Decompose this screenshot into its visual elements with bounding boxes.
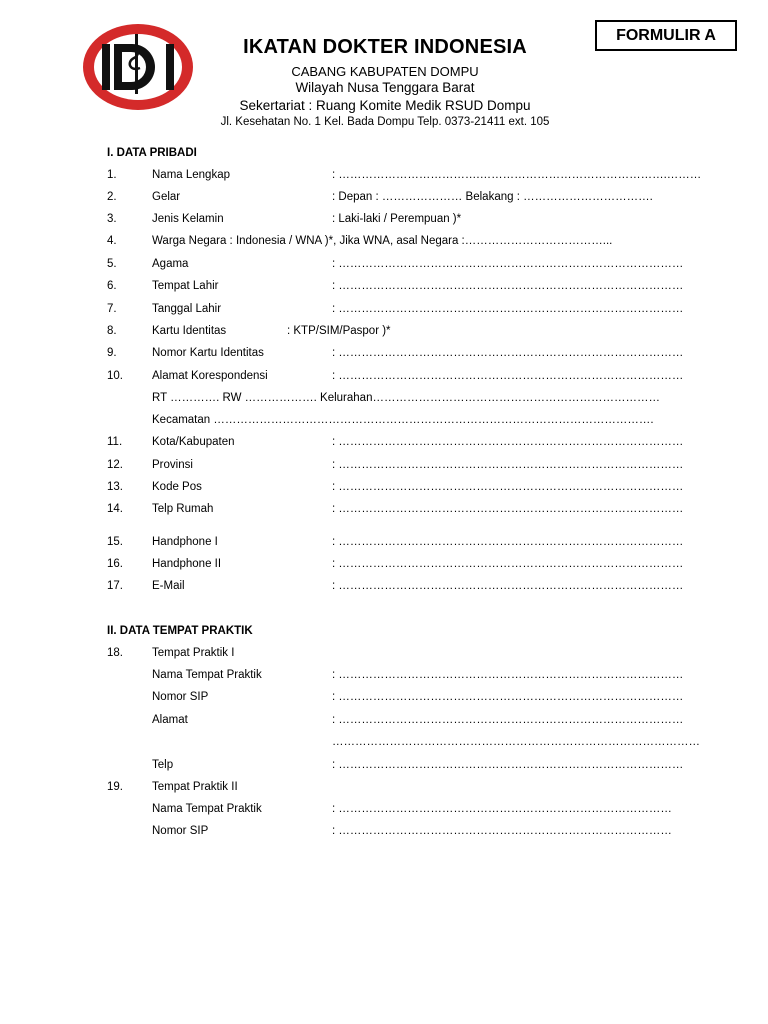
row-label: Nama Lengkap [152, 169, 230, 181]
row-label: Jenis Kelamin [152, 213, 224, 225]
row-number: 10. [107, 370, 123, 382]
row-number: 2. [107, 191, 117, 203]
row-field[interactable]: : ……………………………………………………………………………… [332, 558, 684, 570]
row-label: Telp [152, 759, 174, 771]
row-field[interactable]: : ……………………………………………………………………………… [332, 258, 684, 270]
row-field[interactable]: : ……………………………………………………………………………… [332, 669, 684, 681]
form-row [0, 235, 768, 251]
row-number: 3. [107, 213, 117, 225]
form-row [0, 714, 768, 730]
row-field[interactable]: : ……………………………………………………………………………… [332, 536, 684, 548]
form-row [0, 436, 768, 452]
form-row [0, 736, 768, 752]
form-row [0, 280, 768, 296]
row-field[interactable]: : ……………………………………………………………………………… [332, 691, 684, 703]
row-field[interactable]: : ……………………………………………………………………………… [332, 459, 684, 471]
row-field[interactable]: : ……………………………………………………………………………… [332, 303, 684, 315]
region-name: Wilayah Nusa Tenggara Barat [295, 80, 475, 95]
row-field[interactable]: : ……………………………………………………………………………… [332, 714, 684, 726]
secretariat-line: Sekertariat : Ruang Komite Medik RSUD Dompu [239, 98, 531, 113]
form-row [0, 169, 768, 185]
row-label: Tempat Praktik I [152, 647, 235, 659]
row-label: Kota/Kabupaten [152, 436, 235, 448]
row-label: Kartu Identitas [152, 325, 227, 337]
row-number: 19. [107, 781, 123, 793]
row-field[interactable]: RT …………. RW ………………. Kelurahan………………………………………………………………… [152, 392, 660, 404]
form-row [0, 213, 768, 229]
form-row [0, 558, 768, 574]
row-number: 14. [107, 503, 123, 515]
form-row [0, 481, 768, 497]
row-field[interactable]: : KTP/SIM/Paspor )* [287, 325, 391, 337]
row-number: 7. [107, 303, 117, 315]
row-field[interactable]: : ……………………………………………………………………………… [332, 481, 684, 493]
form-row [0, 580, 768, 596]
form-code-badge: FORMULIR A [595, 20, 737, 51]
row-field[interactable]: : ……………………………………………………………………………… [332, 280, 684, 292]
row-label: Alamat [152, 714, 188, 726]
form-row [0, 414, 768, 430]
row-number: 1. [107, 169, 117, 181]
row-number: 11. [107, 436, 123, 448]
organization-name: IKATAN DOKTER INDONESIA [243, 36, 527, 58]
row-label: Alamat Korespondensi [152, 370, 268, 382]
address-line: Jl. Kesehatan No. 1 Kel. Bada Dompu Telp. 0373-21411 ext. 105 [220, 116, 550, 128]
form-row [0, 803, 768, 819]
form-row [0, 191, 768, 207]
row-number: 12. [107, 459, 123, 471]
section-title-tempat-praktik: II. DATA TEMPAT PRAKTIK [107, 625, 253, 637]
form-row [0, 258, 768, 274]
row-label: Tempat Praktik II [152, 781, 238, 793]
form-row [0, 825, 768, 841]
row-label: Nomor SIP [152, 691, 209, 703]
row-label: Nomor SIP [152, 825, 209, 837]
row-field[interactable]: : ……………………………………………………………………………… [332, 580, 684, 592]
form-row [0, 325, 768, 341]
row-field[interactable]: Warga Negara : Indonesia / WNA )*, Jika WNA, asal Negara :………………………………... [152, 235, 613, 247]
row-label: Nomor Kartu Identitas [152, 347, 264, 359]
row-field[interactable]: : Laki-laki / Perempuan )* [332, 213, 462, 225]
row-number: 8. [107, 325, 117, 337]
row-number: 4. [107, 235, 117, 247]
row-label: Tanggal Lahir [152, 303, 222, 315]
row-field[interactable]: : Depan : ………………… Belakang : ……………………………. [332, 191, 653, 203]
row-label: Nama Tempat Praktik [152, 803, 262, 815]
form-row [0, 669, 768, 685]
row-label: Kode Pos [152, 481, 202, 493]
form-row [0, 370, 768, 386]
row-label: Handphone I [152, 536, 218, 548]
idi-logo [80, 22, 196, 112]
row-field[interactable]: : ……………………………………………………………………………… [332, 436, 684, 448]
row-field[interactable]: : ……………………………………………………………………………… [332, 370, 684, 382]
form-row [0, 536, 768, 552]
row-label: E-Mail [152, 580, 185, 592]
row-number: 6. [107, 280, 117, 292]
form-row [0, 759, 768, 775]
form-row [0, 392, 768, 408]
branch-name: CABANG KABUPATEN DOMPU [291, 64, 479, 79]
form-row [0, 647, 768, 663]
row-field[interactable]: : ……………………………………………………………………………… [332, 347, 684, 359]
row-field[interactable]: : …………………………………………………………………………… [332, 803, 672, 815]
row-number: 17. [107, 580, 123, 592]
form-row [0, 347, 768, 363]
row-label: Telp Rumah [152, 503, 214, 515]
row-number: 18. [107, 647, 123, 659]
row-label: Tempat Lahir [152, 280, 219, 292]
section-title-data-pribadi: I. DATA PRIBADI [107, 147, 197, 159]
form-row [0, 459, 768, 475]
row-number: 16. [107, 558, 123, 570]
form-row [0, 781, 768, 797]
row-field[interactable]: : ……………………………………………………………………………… [332, 759, 684, 771]
row-field[interactable]: : …………………………………………………………………………… [332, 825, 672, 837]
row-number: 5. [107, 258, 117, 270]
row-field[interactable]: : ……………………………………………………………………………… [332, 503, 684, 515]
row-label: Handphone II [152, 558, 222, 570]
row-number: 15. [107, 536, 123, 548]
form-row [0, 303, 768, 319]
row-label: Provinsi [152, 459, 193, 471]
row-number: 13. [107, 481, 123, 493]
row-number: 9. [107, 347, 117, 359]
row-field[interactable]: : ……………………………….………………………………………….……… [332, 169, 702, 181]
row-field[interactable]: …………………………………………………………………………………… [332, 736, 700, 748]
form-row [0, 503, 768, 519]
row-field[interactable]: Kecamatan ……………………………………………………………………………………………………. [152, 414, 654, 426]
row-label: Gelar [152, 191, 181, 203]
row-label: Nama Tempat Praktik [152, 669, 262, 681]
form-row [0, 691, 768, 707]
row-label: Agama [152, 258, 189, 270]
